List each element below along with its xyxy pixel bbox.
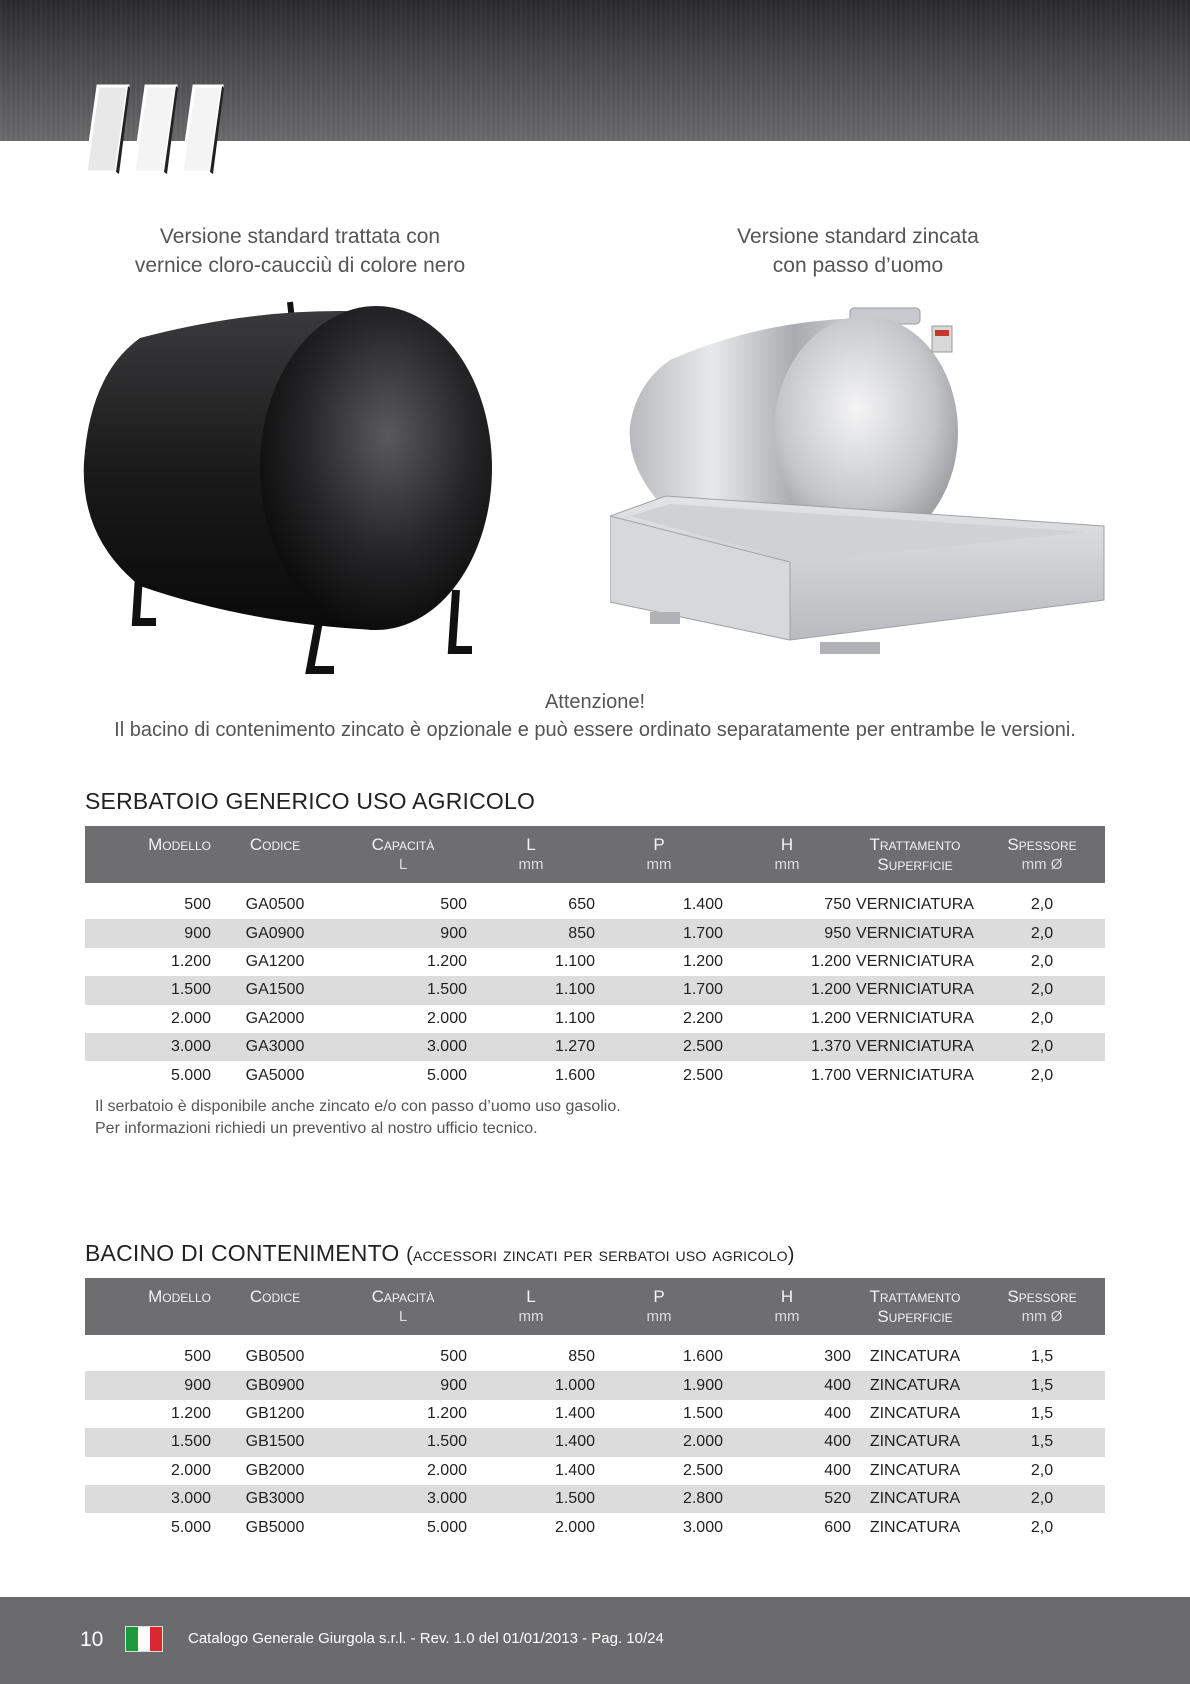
cell-trattamento: VERNICIATURA: [856, 981, 974, 999]
table-row: [85, 919, 1105, 947]
cell-p: 2.500: [682, 1066, 723, 1084]
footer-bar: [0, 1597, 1190, 1684]
cell-l: 1.400: [554, 1404, 595, 1422]
cell-modello: 500: [184, 896, 211, 914]
cell-codice: GB5000: [245, 1518, 305, 1536]
col-modello: Modello: [148, 834, 211, 854]
galvanized-tank-image: [610, 300, 1110, 680]
cell-codice: GB2000: [245, 1461, 305, 1479]
cell-trattamento: VERNICIATURA: [856, 896, 974, 914]
table-row: [85, 891, 1105, 919]
cell-capacita: 1.200: [426, 952, 467, 970]
cell-trattamento: ZINCATURA: [869, 1348, 961, 1366]
cell-modello: 1.500: [170, 981, 211, 999]
col-p: P mm: [646, 834, 672, 873]
cell-h: 1.200: [810, 1009, 851, 1027]
cell-capacita: 2.000: [426, 1009, 467, 1027]
cell-modello: 1.200: [170, 1404, 211, 1422]
cell-modello: 2.000: [170, 1009, 211, 1027]
cell-spessore: 1,5: [1030, 1376, 1054, 1394]
flag-stripe: [126, 1627, 138, 1651]
cell-capacita: 3.000: [426, 1038, 467, 1056]
cell-modello: 5.000: [170, 1066, 211, 1084]
cell-capacita: 500: [440, 1348, 467, 1366]
cell-l: 1.000: [554, 1376, 595, 1394]
black-tank-image: [80, 298, 520, 678]
col-codice: Codice: [249, 1286, 301, 1306]
footer-catalog-text: Catalogo Generale Giurgola s.r.l. - Rev. 1.0 del 01/01/2013 - Pag. 10/24: [188, 1630, 664, 1647]
cell-l: 1.400: [554, 1461, 595, 1479]
cell-h: 1.700: [810, 1066, 851, 1084]
cell-modello: 5.000: [170, 1518, 211, 1536]
cell-p: 2.500: [682, 1038, 723, 1056]
col-capacita: Capacità L: [371, 834, 435, 873]
cell-spessore: 2,0: [1030, 1461, 1054, 1479]
table-row: [85, 1061, 1105, 1089]
table-row: [85, 1513, 1105, 1541]
cell-capacita: 1.500: [426, 981, 467, 999]
cell-trattamento: VERNICIATURA: [856, 952, 974, 970]
cell-h: 400: [824, 1461, 851, 1479]
cell-p: 1.500: [682, 1404, 723, 1422]
cell-trattamento: ZINCATURA: [869, 1518, 961, 1536]
cell-spessore: 2,0: [1030, 1490, 1054, 1508]
cell-p: 3.000: [682, 1518, 723, 1536]
cell-modello: 3.000: [170, 1490, 211, 1508]
flag-stripe: [150, 1627, 162, 1651]
cell-p: 1.700: [682, 981, 723, 999]
cell-l: 1.100: [554, 981, 595, 999]
cell-h: 400: [824, 1376, 851, 1394]
cell-modello: 900: [184, 924, 211, 942]
col-l: L mm: [518, 834, 544, 873]
cell-p: 2.000: [682, 1433, 723, 1451]
cell-codice: GB0500: [245, 1348, 305, 1366]
cell-p: 1.200: [682, 952, 723, 970]
cell-spessore: 2,0: [1030, 896, 1054, 914]
cell-capacita: 1.500: [426, 1433, 467, 1451]
cell-h: 1.200: [810, 981, 851, 999]
cell-trattamento: VERNICIATURA: [856, 924, 974, 942]
cell-codice: GA0500: [245, 896, 305, 914]
cell-codice: GB3000: [245, 1490, 305, 1508]
cell-h: 300: [824, 1348, 851, 1366]
table-row: [85, 1033, 1105, 1061]
cell-codice: GA1500: [245, 981, 305, 999]
cell-p: 1.900: [682, 1376, 723, 1394]
cell-spessore: 1,5: [1030, 1348, 1054, 1366]
flag-stripe: [138, 1627, 150, 1651]
cell-capacita: 900: [440, 1376, 467, 1394]
col-capacita: Capacità L: [371, 1286, 435, 1325]
cell-trattamento: ZINCATURA: [869, 1433, 961, 1451]
cell-modello: 1.200: [170, 952, 211, 970]
cell-spessore: 2,0: [1030, 1009, 1054, 1027]
cell-trattamento: ZINCATURA: [869, 1461, 961, 1479]
cell-p: 1.600: [682, 1348, 723, 1366]
col-trattamento: Trattamento Superficie: [869, 834, 961, 874]
cell-codice: GA0900: [245, 924, 305, 942]
cell-l: 850: [568, 924, 595, 942]
cell-spessore: 1,5: [1030, 1433, 1054, 1451]
cell-spessore: 2,0: [1030, 1038, 1054, 1056]
cell-spessore: 2,0: [1030, 981, 1054, 999]
table-row: [85, 1400, 1105, 1428]
cell-codice: GA1200: [245, 952, 305, 970]
table-row: [85, 948, 1105, 976]
cell-h: 1.200: [810, 952, 851, 970]
cell-h: 400: [824, 1404, 851, 1422]
cell-capacita: 900: [440, 924, 467, 942]
col-h: H mm: [774, 834, 800, 873]
col-modello: Modello: [148, 1286, 211, 1306]
section-title-bacino: BACINO DI CONTENIMENTO (accessori zincati per serbatoi uso agricolo): [85, 1240, 795, 1266]
table-row: [85, 1457, 1105, 1485]
bacino-table: [85, 1278, 1105, 1542]
cell-trattamento: VERNICIATURA: [856, 1066, 974, 1084]
cell-l: 1.600: [554, 1066, 595, 1084]
col-spessore: Spessore mm Ø: [1007, 834, 1077, 873]
cell-spessore: 2,0: [1030, 1518, 1054, 1536]
cell-h: 600: [824, 1518, 851, 1536]
serbatoio-table: [85, 826, 1105, 1090]
cell-h: 750: [824, 896, 851, 914]
cell-h: 400: [824, 1433, 851, 1451]
page-number: 10: [80, 1628, 104, 1651]
cell-p: 1.700: [682, 924, 723, 942]
cell-capacita: 2.000: [426, 1461, 467, 1479]
cell-l: 1.500: [554, 1490, 595, 1508]
italy-flag-icon: [125, 1626, 163, 1652]
notice-text: Il bacino di contenimento zincato è opzionale e può essere ordinato separatamente per entrambe le versioni.: [114, 719, 1076, 741]
attention-notice: [60, 688, 1130, 744]
table-row: [85, 1371, 1105, 1399]
cell-spessore: 2,0: [1030, 1066, 1054, 1084]
cell-modello: 2.000: [170, 1461, 211, 1479]
cell-l: 650: [568, 896, 595, 914]
cell-modello: 1.500: [170, 1433, 211, 1451]
cell-p: 2.500: [682, 1461, 723, 1479]
cell-capacita: 500: [440, 896, 467, 914]
cell-trattamento: VERNICIATURA: [856, 1038, 974, 1056]
cell-h: 520: [824, 1490, 851, 1508]
serbatoio-table-body: [85, 891, 1105, 1090]
cell-p: 1.400: [682, 896, 723, 914]
table-row: [85, 976, 1105, 1004]
cell-l: 1.100: [554, 952, 595, 970]
bacino-table-body: [85, 1343, 1105, 1542]
caption-black-tank: Versione standard trattata con vernice cloro-caucciù di colore nero: [134, 225, 466, 277]
table-row: [85, 1428, 1105, 1456]
cell-codice: GA5000: [245, 1066, 305, 1084]
cell-codice: GA2000: [245, 1009, 305, 1027]
cell-p: 2.200: [682, 1009, 723, 1027]
cell-trattamento: VERNICIATURA: [856, 1009, 974, 1027]
col-h: H mm: [774, 1286, 800, 1325]
cell-trattamento: ZINCATURA: [869, 1376, 961, 1394]
cell-l: 1.270: [554, 1038, 595, 1056]
col-p: P mm: [646, 1286, 672, 1325]
cell-capacita: 1.200: [426, 1404, 467, 1422]
cell-capacita: 5.000: [426, 1518, 467, 1536]
cell-l: 850: [568, 1348, 595, 1366]
cell-codice: GA3000: [245, 1038, 305, 1056]
col-codice: Codice: [249, 834, 301, 854]
cell-p: 2.800: [682, 1490, 723, 1508]
cell-l: 1.100: [554, 1009, 595, 1027]
cell-trattamento: ZINCATURA: [869, 1404, 961, 1422]
cell-spessore: 2,0: [1030, 924, 1054, 942]
serbatoio-note: Il serbatoio è disponibile anche zincato e/o con passo d’uomo uso gasolio. Per informazioni richiedi un preventivo al nostro ufficio tecnico.: [95, 1098, 621, 1137]
caption-galvanized-tank: Versione standard zincata con passo d’uomo: [737, 225, 979, 277]
notice-title: Attenzione!: [544, 691, 646, 713]
brand-bars-logo: [84, 84, 224, 174]
cell-modello: 500: [184, 1348, 211, 1366]
col-l: L mm: [518, 1286, 544, 1325]
cell-codice: GB1200: [245, 1404, 305, 1422]
cell-h: 950: [824, 924, 851, 942]
section-title-serbatoio: SERBATOIO GENERICO USO AGRICOLO: [85, 788, 536, 814]
table-header-row: [85, 1278, 1105, 1335]
cell-codice: GB0900: [245, 1376, 305, 1394]
cell-capacita: 5.000: [426, 1066, 467, 1084]
cell-spessore: 2,0: [1030, 952, 1054, 970]
col-spessore: Spessore mm Ø: [1007, 1286, 1077, 1325]
table-row: [85, 1343, 1105, 1371]
cell-trattamento: ZINCATURA: [869, 1490, 961, 1508]
cell-modello: 3.000: [170, 1038, 211, 1056]
cell-h: 1.370: [810, 1038, 851, 1056]
table-header-row: [85, 826, 1105, 883]
cell-modello: 900: [184, 1376, 211, 1394]
col-trattamento: Trattamento Superficie: [869, 1286, 961, 1326]
cell-l: 2.000: [554, 1518, 595, 1536]
table-row: [85, 1005, 1105, 1033]
table-row: [85, 1485, 1105, 1513]
cell-capacita: 3.000: [426, 1490, 467, 1508]
cell-l: 1.400: [554, 1433, 595, 1451]
cell-codice: GB1500: [245, 1433, 305, 1451]
cell-spessore: 1,5: [1030, 1404, 1054, 1422]
